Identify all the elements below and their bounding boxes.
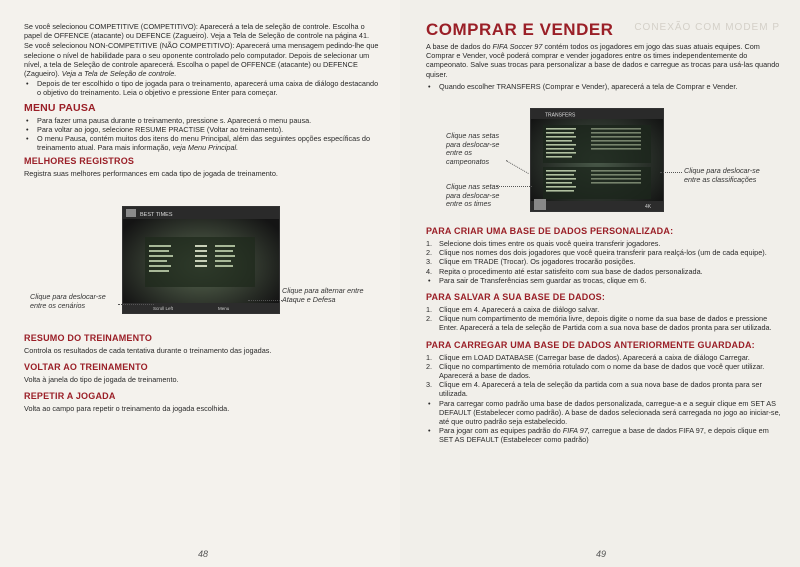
caption-teams-leader (496, 186, 532, 187)
criar-step-4: 4. Repita o procedimento até estar satisfeito com sua base de dados personalizada. (426, 266, 703, 276)
caption-attack-defense: Clique para alternar entre Ataque e Defesa (282, 286, 364, 304)
comprar-bullet: • Quando escolher TRANSFERS (Comprar e Vender), aparecerá a tela de Comprar e Vender. (426, 82, 780, 91)
caption-teams: Clique nas setas para deslocar-se entre os times (446, 182, 500, 208)
menu-pausa-heading: MENU PAUSA (24, 101, 96, 114)
repetir-text: Volta ao campo para repetir o treinamento da jogada escolhida. (24, 404, 230, 414)
carregar-step-3: 3. Clique em 4. Aparecerá a tela de seleção da partida com a sua nova base de dados pronta para ser utilizada. (426, 380, 762, 399)
carregar-step-2: 2. Clique no compartimento de memória rotulado com o nome da base de dados que você quer utilizar. Aparecerá a base de dados. (426, 361, 765, 381)
salvar-step-1: 1. Clique em 4. Aparecerá a caixa de diálogo salvar. (426, 305, 600, 315)
menu-pausa-bullet-1: • Para fazer uma pausa durante o treinamento, pressione s. Aparecerá o menu pausa. (24, 116, 382, 125)
transfers-footer: 4K (645, 204, 652, 210)
carregar-heading: PARA CARREGAR UMA BASE DE DADOS ANTERIORMENTE GUARDADA: (426, 339, 755, 350)
best-times-footer-left: Scroll Left (153, 306, 174, 311)
caption-championships: Clique nas setas para deslocar-se entre os campeonatos (446, 131, 500, 166)
transfers-screenshot (530, 108, 664, 212)
comprar-intro: A base de dados do FIFA Soccer 97 contém todos os jogadores em jogo das suas atuais equipes. Com Comprar e Vender, você poderá comprar e vender jogadores entre os times independentemente do campeonato. Salve suas trocas para personalizar a base de dados e carregue as trocas para usá-las quando quiser. (426, 42, 780, 79)
criar-heading: PARA CRIAR UMA BASE DE DADOS PERSONALIZADA: (426, 226, 674, 236)
caption-scenarios: Clique para deslocar-se entre os cenários (30, 292, 106, 310)
intro-competitive: Se você selecionou COMPETITIVE (COMPETITIVO): Aparecerá a tela de seleção de controle. Escolha o papel de OFFENCE (atacante) ou DEFENCE (Zagueiro). Veja a Tela de Seleção de controle na página 41. (24, 22, 370, 41)
intro-non-competitive: Se você selecionou NON-COMPETITIVE (NÃO COMPETITIVO): Aparecerá uma mensagem pedindo-lhe que selecione o nível de habilidade para o seu oponente controlado pelo computador. Depois de selecionar um nível, a tela de Seleção de controle aparecerá. Escolha o papel de OFFENCE (atacante) ou DEFENCE (Zagueiro). Veja a Tela de Seleção de controle. (24, 41, 379, 79)
melhores-heading: MELHORES REGISTROS (24, 156, 135, 167)
page-number-left: 48 (198, 549, 209, 559)
left-lower-sections (24, 326, 384, 415)
carregar-bullet-1: • Para carregar como padrão uma base de dados personalizada, carregue-a e a seguir clique em SET AS DEFAULT (Estabelecer como padrão). A base de dados selecionada será carregada no jogo ao iniciar-se, até que outro padrão seja estabelecido. (426, 399, 782, 427)
criar-step-1: 1. Selecione dois times entre os quais você queira transferir jogadores. (426, 239, 661, 248)
salvar-heading: PARA SALVAR A SUA BASE DE DADOS: (426, 292, 606, 303)
carregar-bullet-2: • Para jogar com as equipes padrão do FIFA 97, carregue a base de dados FIFA 97, e depois clique em SET AS DEFAULT (Estabelecer como padrão) (426, 426, 782, 444)
menu-pausa-bullet-3: • O menu Pausa, contém muitos dos itens do menu Principal, além das seguintes opções específicas do treinamento atual. Para mais informação, veja Menu Principal. (24, 134, 382, 152)
criar-step-2: 2. Clique nos nomes dos dois jogadores que você queira transferir para realçá-los (um de cada equipe). (426, 248, 767, 258)
best-times-title: BEST TIMES (140, 212, 173, 218)
melhores-text: Registra suas melhores performances em cada tipo de jogada de treinamento. (24, 169, 278, 179)
transfers-title: TRANSFERS (545, 112, 576, 119)
ghost-heading: CONEXÃO COM MODEM P (634, 22, 780, 33)
resumo-text: Controla os resultados de cada tentativa durante o treinamento das jogadas. (24, 346, 272, 355)
intro-bullet: • Depois de ter escolhido o tipo de jogada para o treinamento, aparecerá uma caixa de diálogo destacando o objetivo do treinamento. Leia o objetivo e pressione Enter para começar. (24, 79, 382, 97)
page-number-right: 49 (596, 549, 607, 559)
criar-bullet: • Para sair de Transferências sem guardar as trocas, clique em 6. (426, 276, 782, 285)
right-lower-sections (426, 226, 782, 445)
best-times-screenshot (122, 206, 280, 314)
criar-step-3: 3. Clique em TRADE (Trocar). Os jogadores trocarão posições. (426, 257, 636, 267)
voltar-text: Volta à janela do tipo de jogada de treinamento. (24, 375, 179, 385)
caption-rankings-leader (660, 172, 682, 173)
voltar-heading: VOLTAR AO TREINAMENTO (24, 362, 148, 373)
resumo-heading: RESUMO DO TREINAMENTO (24, 333, 153, 343)
caption-attack-defense-leader (248, 300, 282, 301)
page-title: COMPRAR E VENDER (426, 20, 614, 39)
menu-pausa-bullet-2: • Para voltar ao jogo, selecione RESUME PRACTISE (Voltar ao treinamento). (24, 125, 382, 134)
carregar-step-1: 1. Clique em LOAD DATABASE (Carregar base de dados). Aparecerá a caixa de diálogo Carregar. (426, 352, 750, 362)
caption-scenarios-leader (118, 304, 154, 305)
salvar-step-2: 2. Clique num compartimento de memória livre, depois digite o nome da sua base de dados e pressione Enter. Aparecerá a tela de seleção de Partida com a sua nova base de dados pronta para ser utilizada. (426, 314, 772, 333)
best-times-footer-right: Menu (218, 306, 230, 311)
repetir-heading: REPETIR A JOGADA (24, 391, 116, 402)
caption-rankings: Clique para deslocar-se entre as classificações (684, 166, 760, 184)
